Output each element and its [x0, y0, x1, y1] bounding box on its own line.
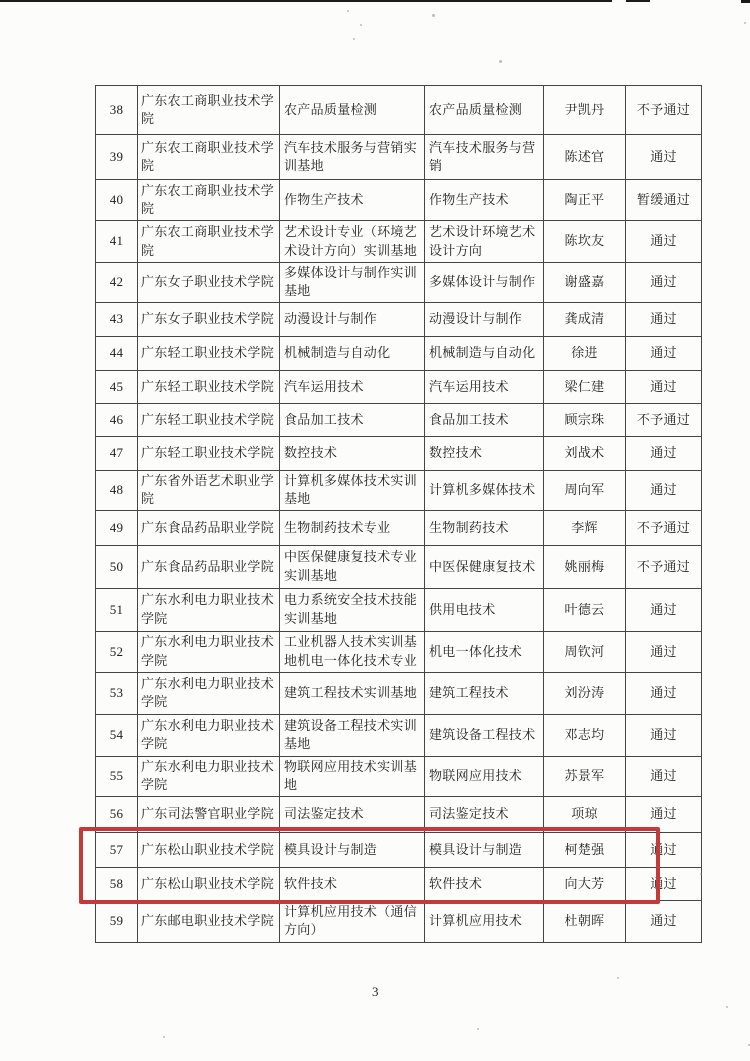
cell-school: 广东女子职业技术学院 [138, 263, 280, 303]
table-row [96, 403, 702, 436]
table-row [96, 588, 702, 631]
cell-number: 57 [96, 832, 138, 867]
table-row [96, 756, 702, 796]
table-row [96, 336, 702, 370]
cell-number: 56 [96, 796, 138, 832]
cell-school: 广东农工商职业技术学院 [138, 86, 280, 135]
cell-base: 中医保健康复技术专业实训基地 [280, 545, 425, 588]
cell-result: 不予通过 [626, 403, 702, 436]
cell-number: 55 [96, 756, 138, 796]
table-row [96, 470, 702, 510]
cell-person: 刘汾涛 [544, 672, 626, 714]
cell-school: 广东松山职业技术学院 [138, 867, 280, 900]
cell-major: 食品加工技术 [425, 403, 544, 436]
table-row [96, 832, 702, 867]
scan-speck [163, 1036, 165, 1038]
cell-result: 通过 [626, 470, 702, 510]
cell-number: 43 [96, 302, 138, 336]
cell-base: 动漫设计与制作 [280, 302, 425, 336]
cell-person: 龚成清 [544, 302, 626, 336]
table-area [95, 85, 702, 943]
cell-major: 数控技术 [425, 436, 544, 470]
cell-major: 建筑设备工程技术 [425, 714, 544, 756]
cell-major: 中医保健康复技术 [425, 545, 544, 588]
cell-number: 39 [96, 135, 138, 180]
cell-result: 通过 [626, 714, 702, 756]
cell-base: 艺术设计专业（环境艺术设计方向）实训基地 [280, 221, 425, 263]
cell-major: 农产品质量检测 [425, 86, 544, 135]
cell-result: 不予通过 [626, 510, 702, 545]
cell-major: 汽车运用技术 [425, 370, 544, 403]
table-row [96, 370, 702, 403]
cell-number: 49 [96, 510, 138, 545]
cell-number: 44 [96, 336, 138, 370]
cell-base: 建筑设备工程技术实训基地 [280, 714, 425, 756]
cell-person: 柯楚强 [544, 832, 626, 867]
cell-result: 通过 [626, 867, 702, 900]
approval-table [95, 85, 702, 943]
cell-number: 47 [96, 436, 138, 470]
scan-edge-artifact [626, 0, 650, 2]
cell-number: 40 [96, 180, 138, 221]
cell-result: 通过 [626, 832, 702, 867]
cell-result: 通过 [626, 336, 702, 370]
cell-school: 广东省外语艺术职业学院 [138, 470, 280, 510]
cell-result: 通过 [626, 370, 702, 403]
cell-base: 计算机应用技术（通信方向） [280, 900, 425, 942]
cell-result: 通过 [626, 631, 702, 672]
cell-base: 建筑工程技术实训基地 [280, 672, 425, 714]
cell-school: 广东水利电力职业技术学院 [138, 631, 280, 672]
cell-school: 广东食品药品职业学院 [138, 545, 280, 588]
cell-major: 司法鉴定技术 [425, 796, 544, 832]
cell-base: 工业机器人技术实训基地机电一体化技术专业 [280, 631, 425, 672]
table-row [96, 221, 702, 263]
scan-speck [499, 60, 502, 63]
table-row [96, 714, 702, 756]
scan-speck [353, 38, 355, 40]
scan-speck [360, 24, 362, 26]
cell-base: 司法鉴定技术 [280, 796, 425, 832]
cell-base: 食品加工技术 [280, 403, 425, 436]
cell-base: 多媒体设计与制作实训基地 [280, 263, 425, 303]
cell-person: 项琼 [544, 796, 626, 832]
cell-school: 广东水利电力职业技术学院 [138, 756, 280, 796]
cell-major: 建筑工程技术 [425, 672, 544, 714]
cell-base: 作物生产技术 [280, 180, 425, 221]
cell-base: 计算机多媒体技术实训基地 [280, 470, 425, 510]
cell-person: 刘战术 [544, 436, 626, 470]
cell-person: 杜朝晖 [544, 900, 626, 942]
cell-school: 广东司法警官职业学院 [138, 796, 280, 832]
cell-major: 动漫设计与制作 [425, 302, 544, 336]
cell-person: 徐进 [544, 336, 626, 370]
cell-base: 生物制药技术专业 [280, 510, 425, 545]
cell-number: 41 [96, 221, 138, 263]
page-number: 3 [372, 984, 380, 999]
cell-number: 58 [96, 867, 138, 900]
cell-base: 软件技术 [280, 867, 425, 900]
cell-base: 数控技术 [280, 436, 425, 470]
table-row [96, 436, 702, 470]
cell-major: 机电一体化技术 [425, 631, 544, 672]
cell-base: 物联网应用技术实训基地 [280, 756, 425, 796]
cell-major: 艺术设计环境艺术设计方向 [425, 221, 544, 263]
cell-number: 59 [96, 900, 138, 942]
cell-base: 汽车运用技术 [280, 370, 425, 403]
scan-speck [347, 10, 349, 12]
cell-school: 广东食品药品职业学院 [138, 510, 280, 545]
table-row [96, 180, 702, 221]
cell-school: 广东农工商职业技术学院 [138, 135, 280, 180]
table-row [96, 86, 702, 135]
cell-person: 邓志均 [544, 714, 626, 756]
cell-person: 陶正平 [544, 180, 626, 221]
scan-edge-artifact [0, 0, 612, 2]
scan-speck [700, 873, 702, 875]
cell-result: 通过 [626, 263, 702, 303]
cell-school: 广东女子职业技术学院 [138, 302, 280, 336]
cell-major: 计算机多媒体技术 [425, 470, 544, 510]
table-row [96, 672, 702, 714]
cell-result: 通过 [626, 221, 702, 263]
cell-result: 通过 [626, 588, 702, 631]
table-row [96, 302, 702, 336]
cell-number: 53 [96, 672, 138, 714]
cell-school: 广东水利电力职业技术学院 [138, 714, 280, 756]
cell-person: 谢盛嘉 [544, 263, 626, 303]
cell-number: 48 [96, 470, 138, 510]
scan-speck [744, 22, 746, 24]
cell-person: 周钦河 [544, 631, 626, 672]
cell-number: 45 [96, 370, 138, 403]
table-row [96, 867, 702, 900]
cell-result: 通过 [626, 900, 702, 942]
scan-speck [617, 977, 619, 979]
cell-school: 广东轻工职业技术学院 [138, 370, 280, 403]
cell-base: 机械制造与自动化 [280, 336, 425, 370]
cell-result: 通过 [626, 796, 702, 832]
cell-number: 46 [96, 403, 138, 436]
cell-school: 广东轻工职业技术学院 [138, 403, 280, 436]
cell-result: 通过 [626, 302, 702, 336]
cell-school: 广东邮电职业技术学院 [138, 900, 280, 942]
cell-result: 通过 [626, 436, 702, 470]
cell-person: 梁仁建 [544, 370, 626, 403]
cell-major: 计算机应用技术 [425, 900, 544, 942]
cell-number: 38 [96, 86, 138, 135]
cell-school: 广东农工商职业技术学院 [138, 221, 280, 263]
cell-major: 多媒体设计与制作 [425, 263, 544, 303]
cell-number: 52 [96, 631, 138, 672]
cell-result: 通过 [626, 135, 702, 180]
cell-person: 叶德云 [544, 588, 626, 631]
cell-major: 软件技术 [425, 867, 544, 900]
cell-number: 50 [96, 545, 138, 588]
cell-major: 汽车技术服务与营销 [425, 135, 544, 180]
cell-major: 物联网应用技术 [425, 756, 544, 796]
approval-table-body [96, 86, 702, 943]
table-row [96, 631, 702, 672]
cell-base: 电力系统安全技术技能实训基地 [280, 588, 425, 631]
cell-major: 模具设计与制造 [425, 832, 544, 867]
scan-speck [477, 1028, 479, 1030]
table-row [96, 263, 702, 303]
cell-result: 通过 [626, 672, 702, 714]
cell-person: 周向军 [544, 470, 626, 510]
cell-person: 顾宗珠 [544, 403, 626, 436]
scan-speck [726, 1006, 728, 1008]
cell-school: 广东水利电力职业技术学院 [138, 588, 280, 631]
cell-major: 机械制造与自动化 [425, 336, 544, 370]
cell-school: 广东农工商职业技术学院 [138, 180, 280, 221]
cell-base: 模具设计与制造 [280, 832, 425, 867]
cell-person: 李辉 [544, 510, 626, 545]
cell-person: 陈坎友 [544, 221, 626, 263]
cell-school: 广东松山职业技术学院 [138, 832, 280, 867]
scan-edge-artifact [741, 0, 750, 3]
cell-school: 广东轻工职业技术学院 [138, 436, 280, 470]
table-row [96, 545, 702, 588]
cell-person: 陈述官 [544, 135, 626, 180]
cell-number: 51 [96, 588, 138, 631]
cell-person: 姚丽梅 [544, 545, 626, 588]
cell-major: 生物制药技术 [425, 510, 544, 545]
cell-school: 广东水利电力职业技术学院 [138, 672, 280, 714]
cell-person: 苏景军 [544, 756, 626, 796]
table-row [96, 510, 702, 545]
cell-major: 作物生产技术 [425, 180, 544, 221]
cell-result: 暂缓通过 [626, 180, 702, 221]
cell-number: 42 [96, 263, 138, 303]
cell-person: 向大芳 [544, 867, 626, 900]
table-row [96, 900, 702, 942]
cell-number: 54 [96, 714, 138, 756]
scan-speck [432, 14, 435, 17]
cell-result: 不予通过 [626, 545, 702, 588]
cell-result: 通过 [626, 756, 702, 796]
cell-school: 广东轻工职业技术学院 [138, 336, 280, 370]
cell-major: 供用电技术 [425, 588, 544, 631]
cell-base: 农产品质量检测 [280, 86, 425, 135]
table-row [96, 796, 702, 832]
cell-person: 尹凯丹 [544, 86, 626, 135]
cell-base: 汽车技术服务与营销实训基地 [280, 135, 425, 180]
table-row [96, 135, 702, 180]
cell-result: 不予通过 [626, 86, 702, 135]
